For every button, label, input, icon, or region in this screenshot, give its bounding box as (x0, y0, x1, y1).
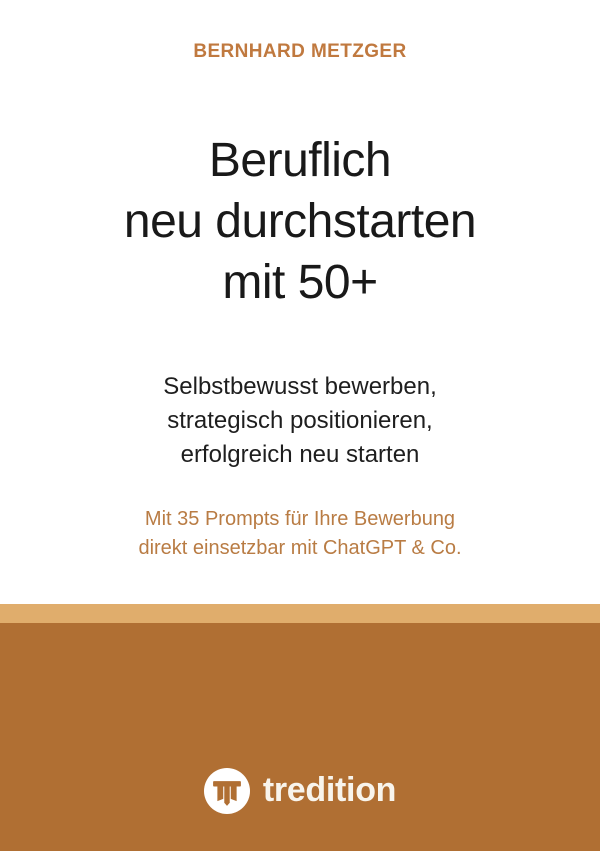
book-title (0, 130, 600, 313)
tredition-pi-logo-icon (204, 768, 250, 814)
book-title-line-1: Beruflich (208, 134, 392, 187)
book-tagline-line-1: Mit 35 Prompts für Ihre Bewerbung (144, 508, 456, 530)
book-tagline (0, 505, 600, 563)
book-subtitle-line-1: Selbstbewusst bewerben, (163, 373, 437, 400)
book-subtitle-line-3: erfolgreich neu starten (180, 441, 420, 468)
book-title-line-2: neu durchstarten (123, 195, 477, 248)
book-tagline-line-2: direkt einsetzbar mit ChatGPT & Co. (138, 537, 462, 559)
book-subtitle-line-2: strategisch positionieren, (167, 407, 433, 434)
author-name: BERNHARD METZGER (193, 41, 407, 62)
book-subtitle (0, 370, 600, 472)
publisher-logo (0, 768, 600, 814)
tan-accent-band (0, 604, 600, 623)
brown-footer-band (0, 623, 600, 851)
book-title-line-3: mit 50+ (222, 256, 378, 309)
publisher-name: tredition (262, 771, 397, 809)
